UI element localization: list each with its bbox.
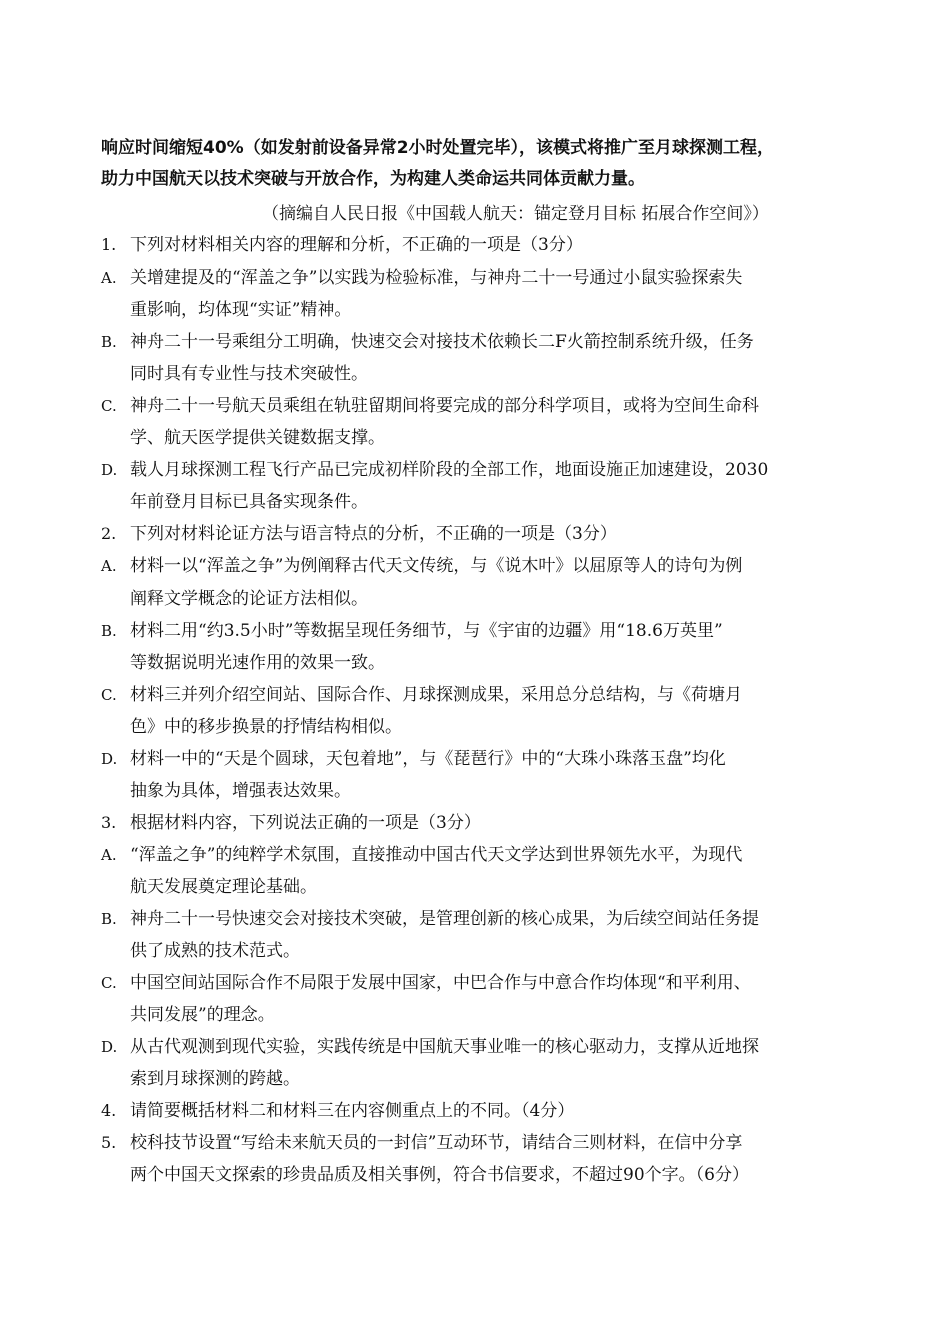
intro-line-2: 助力中国航天以技术突破与开放合作，为构建人类命运共同体贡献力量。 [101, 169, 645, 189]
option-label: C. [101, 974, 117, 992]
option-text-cont: 共同发展”的理念。 [130, 1005, 275, 1025]
option-label: A. [101, 269, 117, 287]
option-text: 关增建提及的“浑盖之争”以实践为检验标准，与神舟二十一号通过小鼠实验探索失 [130, 268, 743, 288]
option-text-cont: 抽象为具体，增强表达效果。 [130, 781, 351, 801]
option-label: D. [101, 1038, 118, 1056]
question-number: 2. [101, 524, 117, 543]
option-label: B. [101, 622, 117, 640]
option-text-cont: 学、航天医学提供关键数据支撑。 [130, 428, 385, 448]
option-text-cont: 重影响，均体现“实证”精神。 [130, 300, 352, 320]
option-label: A. [101, 846, 117, 864]
option-text: 材料一中的“天是个圆球，天包着地”，与《琵琶行》中的“大珠小珠落玉盘”均化 [130, 749, 726, 769]
option-label: C. [101, 397, 117, 415]
option-label: C. [101, 686, 117, 704]
source-citation: （摘编自人民日报《中国载人航天：锚定登月目标 拓展合作空间》） [262, 204, 769, 224]
option-label: D. [101, 750, 118, 768]
option-text-cont: 航天发展奠定理论基础。 [130, 877, 317, 897]
option-text: 神舟二十一号航天员乘组在轨驻留期间将要完成的部分科学项目，或将为空间生命科 [130, 396, 759, 416]
question-number: 5. [101, 1133, 117, 1152]
option-label: B. [101, 910, 117, 928]
option-text: 材料二用“约3.5小时”等数据呈现任务细节，与《宇宙的边疆》用“18.6万英里” [130, 621, 723, 641]
option-text: 材料一以“浑盖之争”为例阐释古代天文传统，与《说木叶》以屈原等人的诗句为例 [130, 556, 743, 576]
option-text: 载人月球探测工程飞行产品已完成初样阶段的全部工作，地面设施正加速建设，2030 [130, 460, 769, 480]
question-stem: 下列对材料相关内容的理解和分析，不正确的一项是（3分） [130, 235, 583, 255]
option-text-cont: 同时具有专业性与技术突破性。 [130, 364, 368, 384]
option-label: A. [101, 557, 117, 575]
option-text-cont: 等数据说明光速作用的效果一致。 [130, 653, 385, 673]
option-text: 中国空间站国际合作不局限于发展中国家，中巴合作与中意合作均体现“和平利用、 [130, 973, 751, 993]
option-text-cont: 供了成熟的技术范式。 [130, 941, 300, 961]
option-text: 从古代观测到现代实验，实践传统是中国航天事业唯一的核心驱动力，支撑从近地探 [130, 1037, 759, 1057]
question-number: 4. [101, 1101, 117, 1120]
question-number: 3. [101, 813, 117, 832]
option-text: 材料三并列介绍空间站、国际合作、月球探测成果，采用总分总结构，与《荷塘月 [130, 685, 742, 705]
question-stem: 请简要概括材料二和材料三在内容侧重点上的不同。（4分） [130, 1101, 575, 1121]
question-number: 1. [101, 235, 117, 254]
question-stem-cont: 两个中国天文探索的珍贵品质及相关事例，符合书信要求，不超过90个字。（6分） [130, 1165, 749, 1185]
option-text: 神舟二十一号快速交会对接技术突破，是管理创新的核心成果，为后续空间站任务提 [130, 909, 759, 929]
option-label: D. [101, 461, 118, 479]
option-text-cont: 索到月球探测的跨越。 [130, 1069, 300, 1089]
intro-line-1: 响应时间缩短40%（如发射前设备异常2小时处置完毕），该模式将推广至月球探测工程， [101, 138, 775, 158]
option-text-cont: 色》中的移步换景的抒情结构相似。 [130, 717, 402, 737]
question-stem: 校科技节设置“写给未来航天员的一封信”互动环节，请结合三则材料，在信中分享 [130, 1133, 743, 1153]
option-text-cont: 年前登月目标已具备实现条件。 [130, 492, 368, 512]
option-text: 神舟二十一号乘组分工明确，快速交会对接技术依赖长二F火箭控制系统升级，任务 [130, 332, 754, 352]
option-text-cont: 阐释文学概念的论证方法相似。 [130, 589, 368, 609]
question-stem: 根据材料内容，下列说法正确的一项是（3分） [130, 813, 481, 833]
option-text: “浑盖之争”的纯粹学术氛围，直接推动中国古代天文学达到世界领先水平，为现代 [130, 845, 743, 865]
question-stem: 下列对材料论证方法与语言特点的分析，不正确的一项是（3分） [130, 524, 617, 544]
option-label: B. [101, 333, 117, 351]
